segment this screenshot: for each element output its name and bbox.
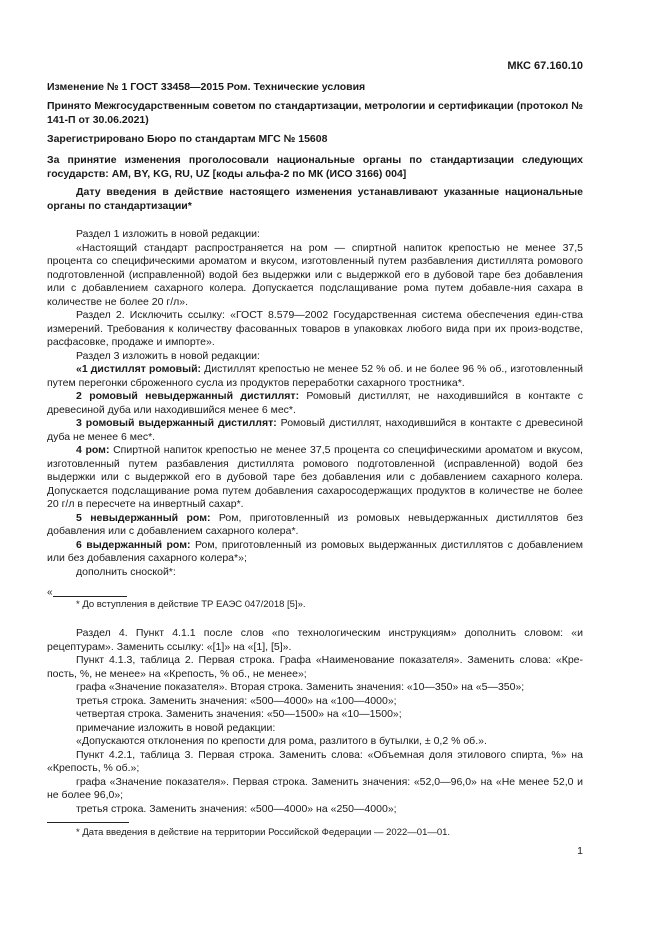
term-definition-6 — [47, 539, 583, 566]
term-definition-2 — [47, 390, 583, 417]
page-footnote-text: * Дата введения в действие на территории Российской Федерации — 2022—01—01. — [76, 827, 451, 838]
section-4-item-1: Раздел 4. Пункт 4.1.1 после слов «по технологическим инструкциям» дополнить словом: «и рецептурам». Заменить ссылку: «[1]» на «[1], [5]». — [47, 627, 583, 653]
inner-footnote-text: * До вступления в действие ТР ЕАЭС 047/2018 [5]». — [76, 599, 306, 610]
section-4-item-2: Пункт 4.1.3, таблица 2. Первая строка. Графа «Наименование показателя». Заменить слова: «Кре-пость, %, не менее» на «Крепость, % об., не менее»; — [47, 654, 583, 680]
registration-statement: Зарегистрировано Бюро по стандартам МГС № 15608 — [47, 133, 328, 145]
term-6-name: 6 выдержанный ром: — [76, 538, 191, 551]
section-1-block — [47, 228, 583, 579]
term-1-name: «1 дистиллят ромовый: — [76, 363, 202, 375]
term-definition-1 — [47, 363, 583, 390]
term-4-name: 4 ром: — [76, 444, 110, 456]
adopted-statement: Принято Межгосударственным советом по стандартизации, метрологии и сертификации (протокол № 141-П от 30.06.2021) — [47, 100, 583, 126]
term-definition-5 — [47, 512, 583, 539]
section-4-item-8: Пункт 4.2.1, таблица 3. Первая строка. Заменить слова: «Объемная доля этилового спирта, %» на «Крепость, % об.»; — [47, 748, 583, 774]
page-footnote-separator — [47, 822, 129, 823]
section-3-instruction: Раздел 3 изложить в новой редакции: — [76, 349, 260, 362]
term-definition-3 — [47, 417, 583, 444]
term-definition-4 — [47, 444, 583, 512]
section-4-block — [47, 627, 583, 816]
section-2-instruction: Раздел 2. Исключить ссылку: «ГОСТ 8.579—2002 Государственная система обеспечения един-ства измерений. Требования к количеству фасованных товаров в упаковках любого вида при их произ-водстве, расфасовке, продаже и импорте». — [47, 309, 583, 348]
term-6-text: Ром, приготовленный из ромовых выдержанных дистиллятов с добавлением или без добавления сахарного колера*»; — [47, 538, 583, 564]
add-footnote-instruction: дополнить сноской*: — [76, 565, 176, 578]
term-3-text: Ромовый дистиллят, находившийся в контакте с древесиной дуба не менее 6 мес*. — [47, 417, 583, 443]
section-4-item-3: графа «Значение показателя». Вторая строка. Заменить значения: «10—350» на «5—350»; — [76, 681, 525, 693]
term-4-text: Спиртной напиток крепостью не менее 37,5 процента со специфическими ароматом и вкусом, изготовленный путем разбавления дистиллята ромового подготовленной (исправленной) водой без выдержки или с выдержкой его в дубовой таре без добавления или с добавлением сахарного колера. Допускается подслащивание рома путем добавления сахаросодержащих продуктов в количестве не более 20 г/л в пересчете на инвертный сахар*. — [47, 444, 583, 510]
section-4-item-10: третья строка. Заменить значения: «500—4000» на «250—4000»; — [76, 802, 397, 815]
section-4-item-4: третья строка. Заменить значения: «500—4000» на «100—4000»; — [76, 694, 397, 707]
term-5-text: Ром, приготовленный из ромовых невыдержанных дистиллятов без добавления или с добавлением сахарного колера*. — [47, 511, 583, 537]
section-4-item-7: «Допускаются отклонения по крепости для рома, разлитого в бутылки, ± 0,2 % об.». — [76, 735, 487, 747]
term-1-text: Дистиллят крепостью не менее 52 % об. и не более 96 % об., изготовленный путем перегонки сброженного сусла из продуктов переработки сахарного тростника*. — [47, 363, 583, 389]
term-5-name: 5 невыдержанный ром: — [76, 511, 211, 524]
section-4-item-6: примечание изложить в новой редакции: — [76, 721, 276, 734]
term-2-text: Ромовый дистиллят, не находившийся в контакте с древесиной дуба или находившийся менее 6 мес*. — [47, 390, 584, 416]
term-2-name: 2 ромовый невыдержанный дистиллят: — [76, 390, 300, 402]
section-4-item-9: графа «Значение показателя». Первая строка. Заменить значения: «52,0—96,0» на «Не менее 52,0 и не более 96,0»; — [47, 775, 583, 801]
inner-footnote-separator — [53, 596, 127, 597]
section-4-item-5: четвертая строка. Заменить значения: «50—1500» на «10—1500»; — [76, 708, 402, 720]
classification-code: МКС 67.160.10 — [507, 60, 583, 72]
document-title: Изменение № 1 ГОСТ 33458—2015 Ром. Технические условия — [47, 81, 366, 93]
page-number: 1 — [577, 845, 583, 857]
term-3-name: 3 ромовый выдержанный дистиллят: — [76, 417, 277, 429]
inner-footnote-quote: « — [47, 587, 53, 598]
voting-statement: За принятие изменения проголосовали национальные органы по стандартизации следующих государств: AM, BY, KG, RU, UZ [коды альфа-2 по МК (ИСО 3166) 004] — [47, 154, 583, 180]
section-1-instruction: Раздел 1 изложить в новой редакции: — [76, 228, 260, 240]
scope-text: «Настоящий стандарт распространяется на ром — спиртной напиток крепостью не менее 37,5 процента со специфическими ароматом и вкусом, изготовленный путем разбавления дистиллята ромового подготовленной (исправленной) водой без выдержки или с выдержкой его в дубовой таре без добавления или с добавлением сахарного колера. Допускается подслащивание рома путем добавле-ния сахара в количестве не более 20 г/л». — [47, 241, 583, 308]
introduction-date-note: Дату введения в действие настоящего изменения устанавливают указанные национальные органы по стандартизации* — [47, 186, 583, 212]
